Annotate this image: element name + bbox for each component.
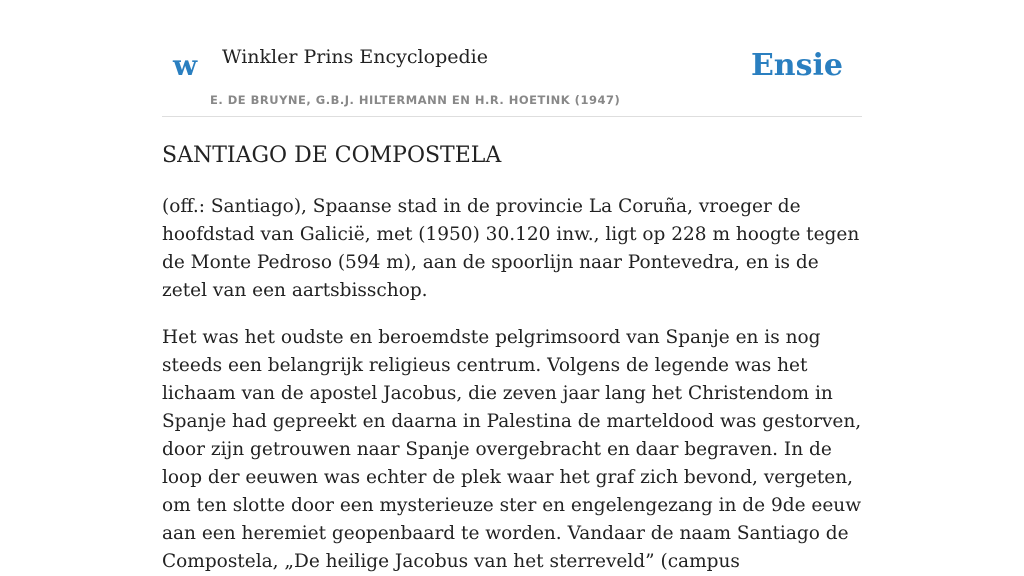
- article-paragraph: (off.: Santiago), Spaanse stad in de provincie La Coruña, vroeger de hoofdstad van Galicië, met (1950) 30.120 inw., ligt op 228 m hoogte tegen de Monte Pedroso (594 m), aan de spoorlijn naar Pontevedra, en is de zetel van een aartsbisschop.: [162, 196, 860, 302]
- authors-line: E. DE BRUYNE, G.B.J. HILTERMANN EN H.R. HOETINK (1947): [210, 93, 621, 107]
- site-title[interactable]: Winkler Prins Encyclopedie: [222, 46, 488, 68]
- winkler-prins-logo-icon[interactable]: w: [173, 49, 198, 82]
- ensie-logo[interactable]: Ensie: [750, 48, 843, 83]
- article-title: SANTIAGO DE COMPOSTELA: [162, 143, 502, 168]
- article-paragraph: Het was het oudste en beroemdste pelgrimsoord van Spanje en is nog steeds een belangrijk religieus centrum. Volgens de legende was het lichaam van de apostel Jacobus, die zeven jaar lang het Christendom in Spanje had gepreekt en daarna in Palestina de marteldood was gestorven, door zijn getrouwen naar Spanje overgebracht en daar begraven. In de loop der eeuwen was echter de plek waar het graf zich bevond, vergeten, om ten slotte door een mysterieuze ster en engelengezang in de 9de eeuw aan een heremiet geopenbaard te worden. Vandaar de naam Santiago de Compostela, „De heilige Jacobus van het sterreveld” (campus: [162, 327, 862, 573]
- article-page: [162, 0, 862, 576]
- site-header: [162, 0, 862, 117]
